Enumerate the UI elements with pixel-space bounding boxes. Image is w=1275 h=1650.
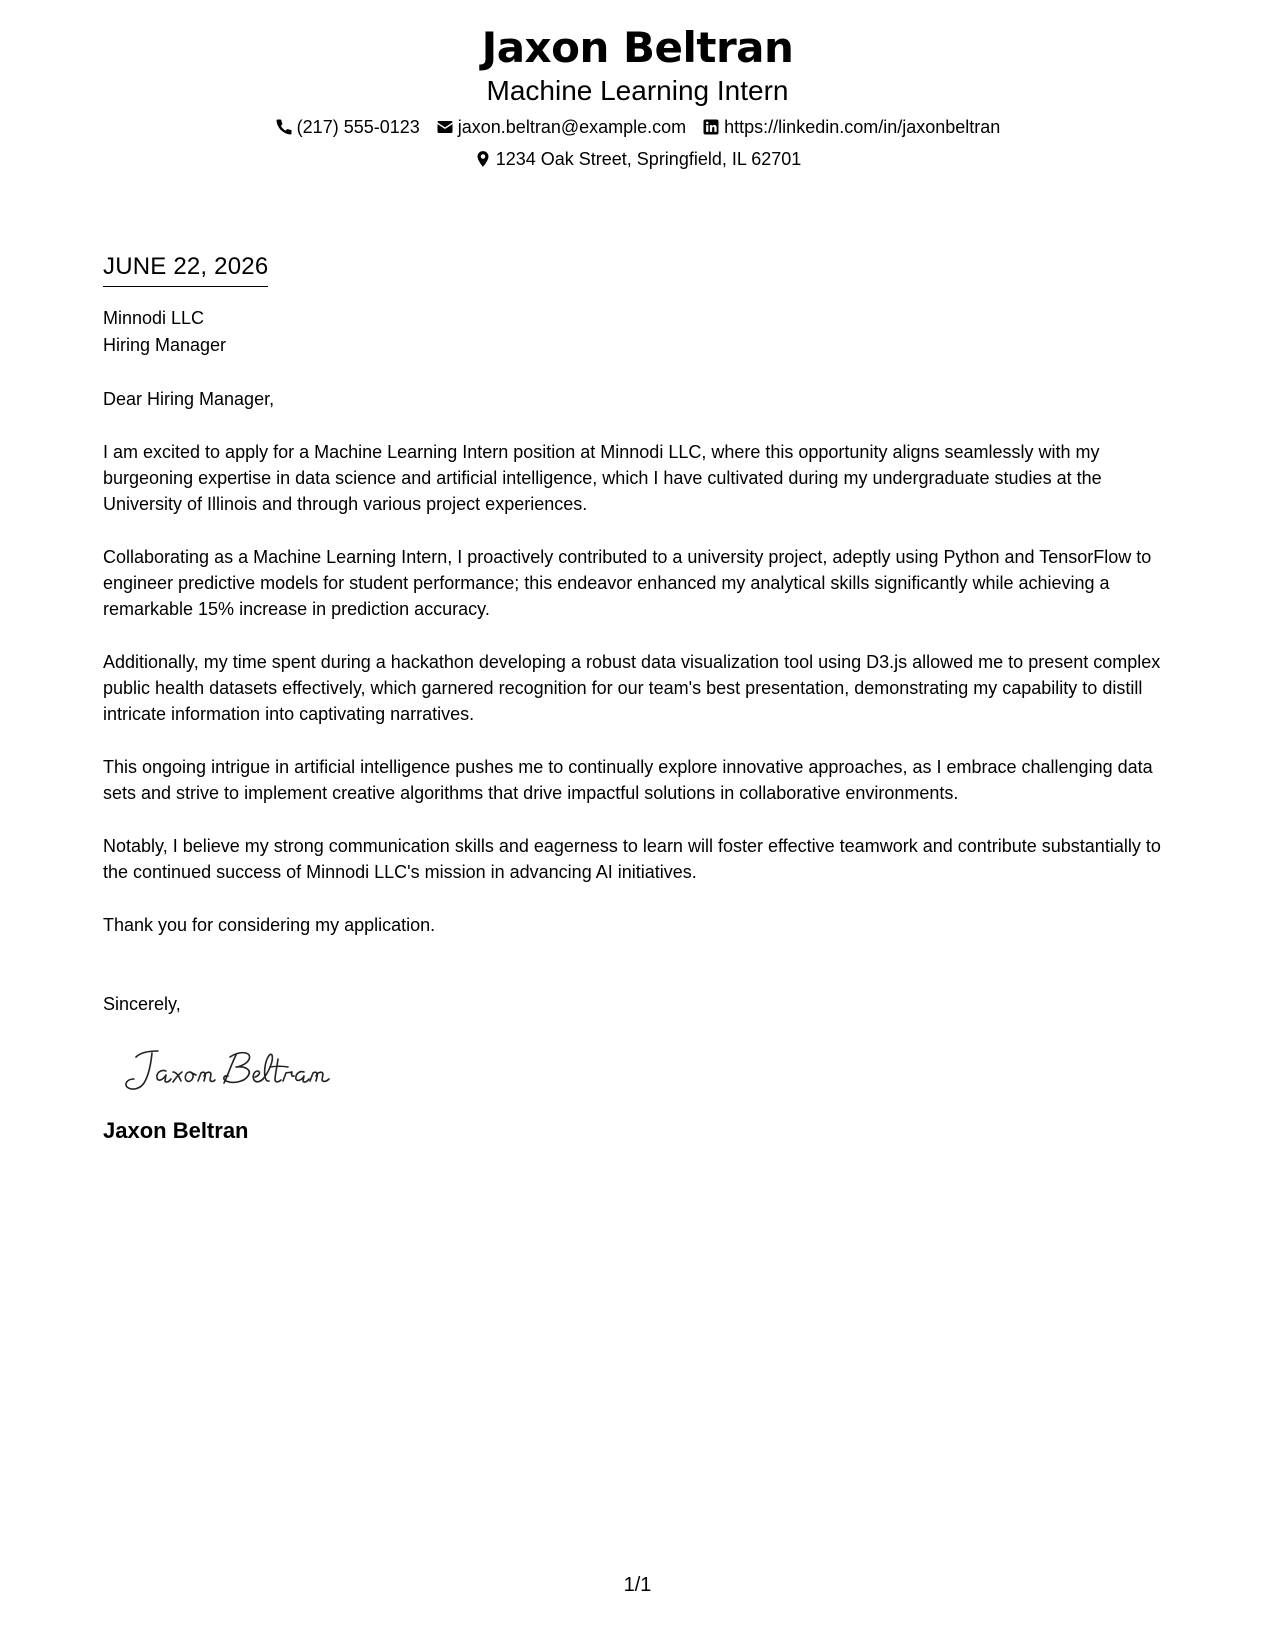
contact-row	[0, 114, 1275, 140]
address-row	[0, 146, 1275, 172]
street-address: 1234 Oak Street, Springfield, IL 62701	[495, 149, 802, 169]
contact-address	[474, 146, 802, 172]
letter-body	[103, 252, 1173, 1145]
email-address[interactable]: jaxon.beltran@example.com	[457, 117, 687, 137]
signer-name: Jaxon Beltran	[103, 1118, 249, 1143]
paragraph-1: I am excited to apply for a Machine Learning Intern position at Minnodi LLC, where this opportunity aligns seamlessly with my burgeoning expertise in data science and artificial intelligence, which I have cultivated during my undergraduate studies at the University of Illinois and through various project experiences.	[103, 442, 1102, 514]
linkedin-icon	[702, 118, 720, 136]
contact-email[interactable]	[436, 114, 686, 140]
paragraph-3: Additionally, my time spent during a hackathon developing a robust data visualization tool using D3.js allowed me to present complex public health datasets effectively, which garnered recognition for our team's best presentation, demonstrating my capability to distill intricate information into captivating narratives.	[103, 652, 1161, 724]
letter-header	[0, 22, 1275, 172]
envelope-icon	[436, 118, 454, 136]
applicant-job-title: Machine Learning Intern	[486, 75, 789, 106]
salutation: Dear Hiring Manager,	[103, 389, 275, 409]
page-number: 1/1	[623, 1574, 652, 1596]
recipient-title: Hiring Manager	[103, 335, 227, 355]
contact-phone	[275, 114, 420, 140]
phone-icon	[275, 118, 293, 136]
paragraph-2: Collaborating as a Machine Learning Intern, I proactively contributed to a university project, adeptly using Python and TensorFlow to engineer predictive models for student performance; this endeavor enhanced my analytical skills significantly while achieving a remarkable 15% increase in prediction accuracy.	[103, 547, 1152, 619]
paragraph-6: Thank you for considering my application.	[103, 915, 436, 935]
contact-linkedin[interactable]	[702, 114, 1000, 140]
recipient-block	[103, 305, 1173, 359]
paragraph-5: Notably, I believe my strong communication skills and eagerness to learn will foster effective teamwork and contribute substantially to the continued success of Minnodi LLC's mission in advancing AI initiatives.	[103, 836, 1161, 882]
paragraph-4: This ongoing intrigue in artificial intelligence pushes me to continually explore innovative approaches, as I embrace challenging data sets and strive to implement creative algorithms that drive impactful solutions in collaborative environments.	[103, 757, 1153, 803]
handwritten-signature	[118, 1045, 348, 1095]
recipient-company: Minnodi LLC	[103, 308, 205, 328]
linkedin-url[interactable]: https://linkedin.com/in/jaxonbeltran	[724, 117, 1001, 137]
signature-drawing	[118, 1045, 348, 1095]
phone-number: (217) 555-0123	[296, 117, 420, 137]
closing: Sincerely,	[103, 994, 181, 1014]
applicant-name: Jaxon Beltran	[481, 23, 794, 72]
map-marker-icon	[474, 150, 492, 168]
letter-date: JUNE 22, 2026	[103, 252, 268, 287]
